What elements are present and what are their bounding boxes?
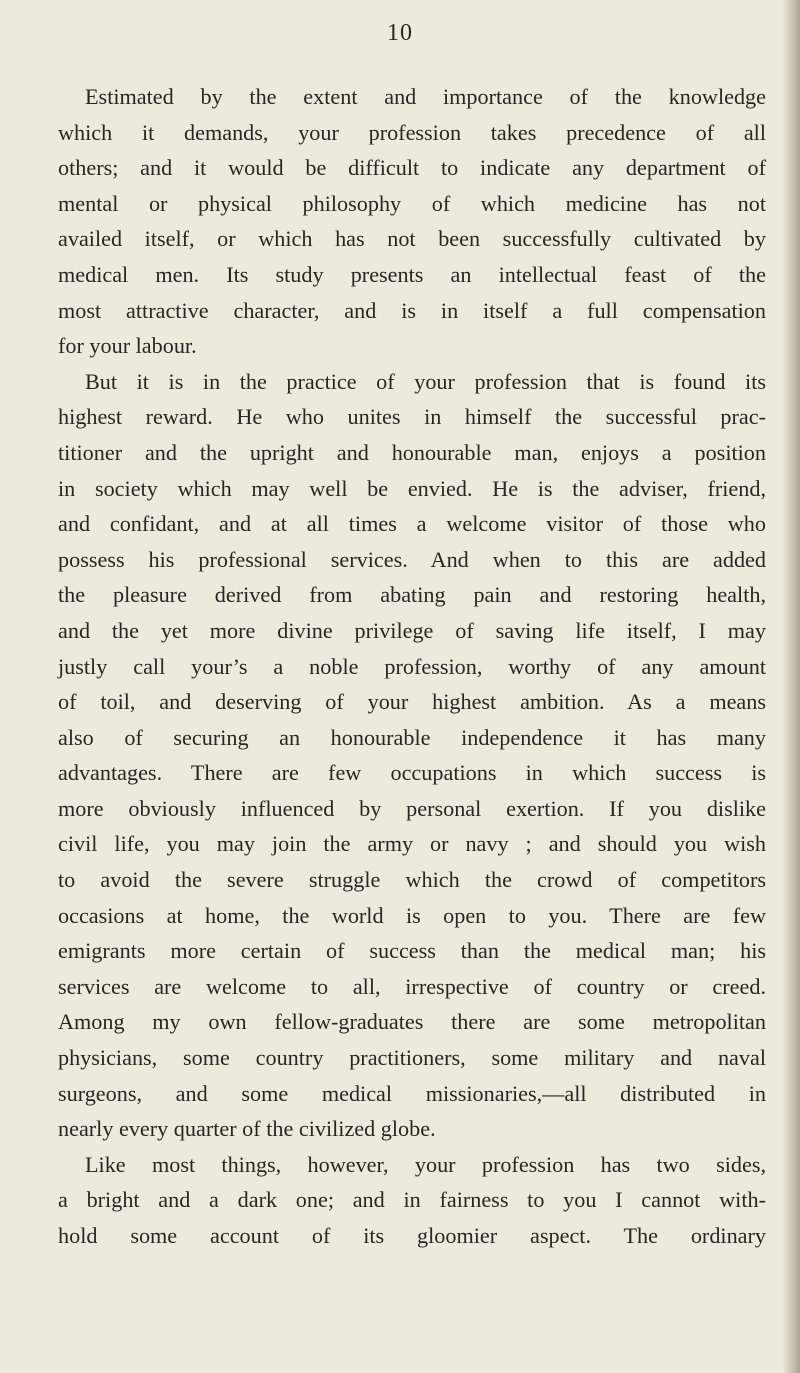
text-line: Like most things, however, your profession has two sides, — [85, 1151, 766, 1177]
text-line: advantages. There are few occupations in which success is — [58, 760, 766, 786]
text-line: most attractive character, and is in itself a full compensation — [58, 297, 766, 323]
text-line: to avoid the severe struggle which the crowd of competitors — [58, 867, 766, 893]
text-line: the pleasure derived from abating pain and restoring health, — [58, 582, 766, 608]
text-line: more obviously influenced by personal exertion. If you dislike — [58, 795, 766, 821]
text-line: possess his professional services. And when to this are added — [58, 546, 766, 572]
text-line: justly call your’s a noble profession, worthy of any amount — [58, 653, 766, 679]
text-line: emigrants more certain of success than the medical man; his — [58, 938, 766, 964]
page-number: 10 — [387, 20, 413, 46]
text-line: Among my own fellow-graduates there are some metropolitan — [58, 1009, 766, 1035]
text-line: in society which may well be envied. He is the adviser, friend, — [58, 475, 766, 501]
text-line: others; and it would be difficult to indicate any department of — [58, 155, 766, 181]
page-edge-shadow — [782, 0, 800, 1373]
text-line: surgeons, and some medical missionaries,—all distributed in — [58, 1080, 766, 1106]
text-line: for your labour. — [58, 333, 197, 359]
text-line: and the yet more divine privilege of saving life itself, I may — [58, 617, 766, 643]
text-line: also of securing an honourable independence it has many — [58, 724, 766, 750]
text-line: mental or physical philosophy of which medicine has not — [58, 190, 766, 216]
text-line: which it demands, your profession takes precedence of all — [58, 119, 766, 145]
text-line: nearly every quarter of the civilized globe. — [58, 1116, 436, 1142]
text-line: Estimated by the extent and importance of the knowledge — [85, 84, 766, 109]
text-line: But it is in the practice of your profession that is found its — [85, 368, 766, 394]
text-line: civil life, you may join the army or navy ; and should you wish — [58, 831, 766, 857]
text-line: occasions at home, the world is open to you. There are few — [58, 902, 766, 928]
text-line: services are welcome to all, irrespective of country or creed. — [58, 973, 766, 999]
text-line: of toil, and deserving of your highest ambition. As a means — [58, 689, 766, 715]
text-line: a bright and a dark one; and in fairness to you I cannot with- — [58, 1187, 766, 1213]
text-line: highest reward. He who unites in himself the successful prac- — [58, 404, 766, 430]
text-line: medical men. Its study presents an intellectual feast of the — [58, 261, 766, 287]
text-line: availed itself, or which has not been successfully cultivated by — [58, 226, 766, 252]
text-line: titioner and the upright and honourable man, enjoys a position — [58, 439, 766, 465]
body-text — [58, 79, 766, 1254]
text-line: physicians, some country practitioners, some military and naval — [58, 1045, 766, 1071]
text-line: and confidant, and at all times a welcome visitor of those who — [58, 511, 766, 537]
text-line: hold some account of its gloomier aspect. The ordinary — [58, 1223, 766, 1248]
